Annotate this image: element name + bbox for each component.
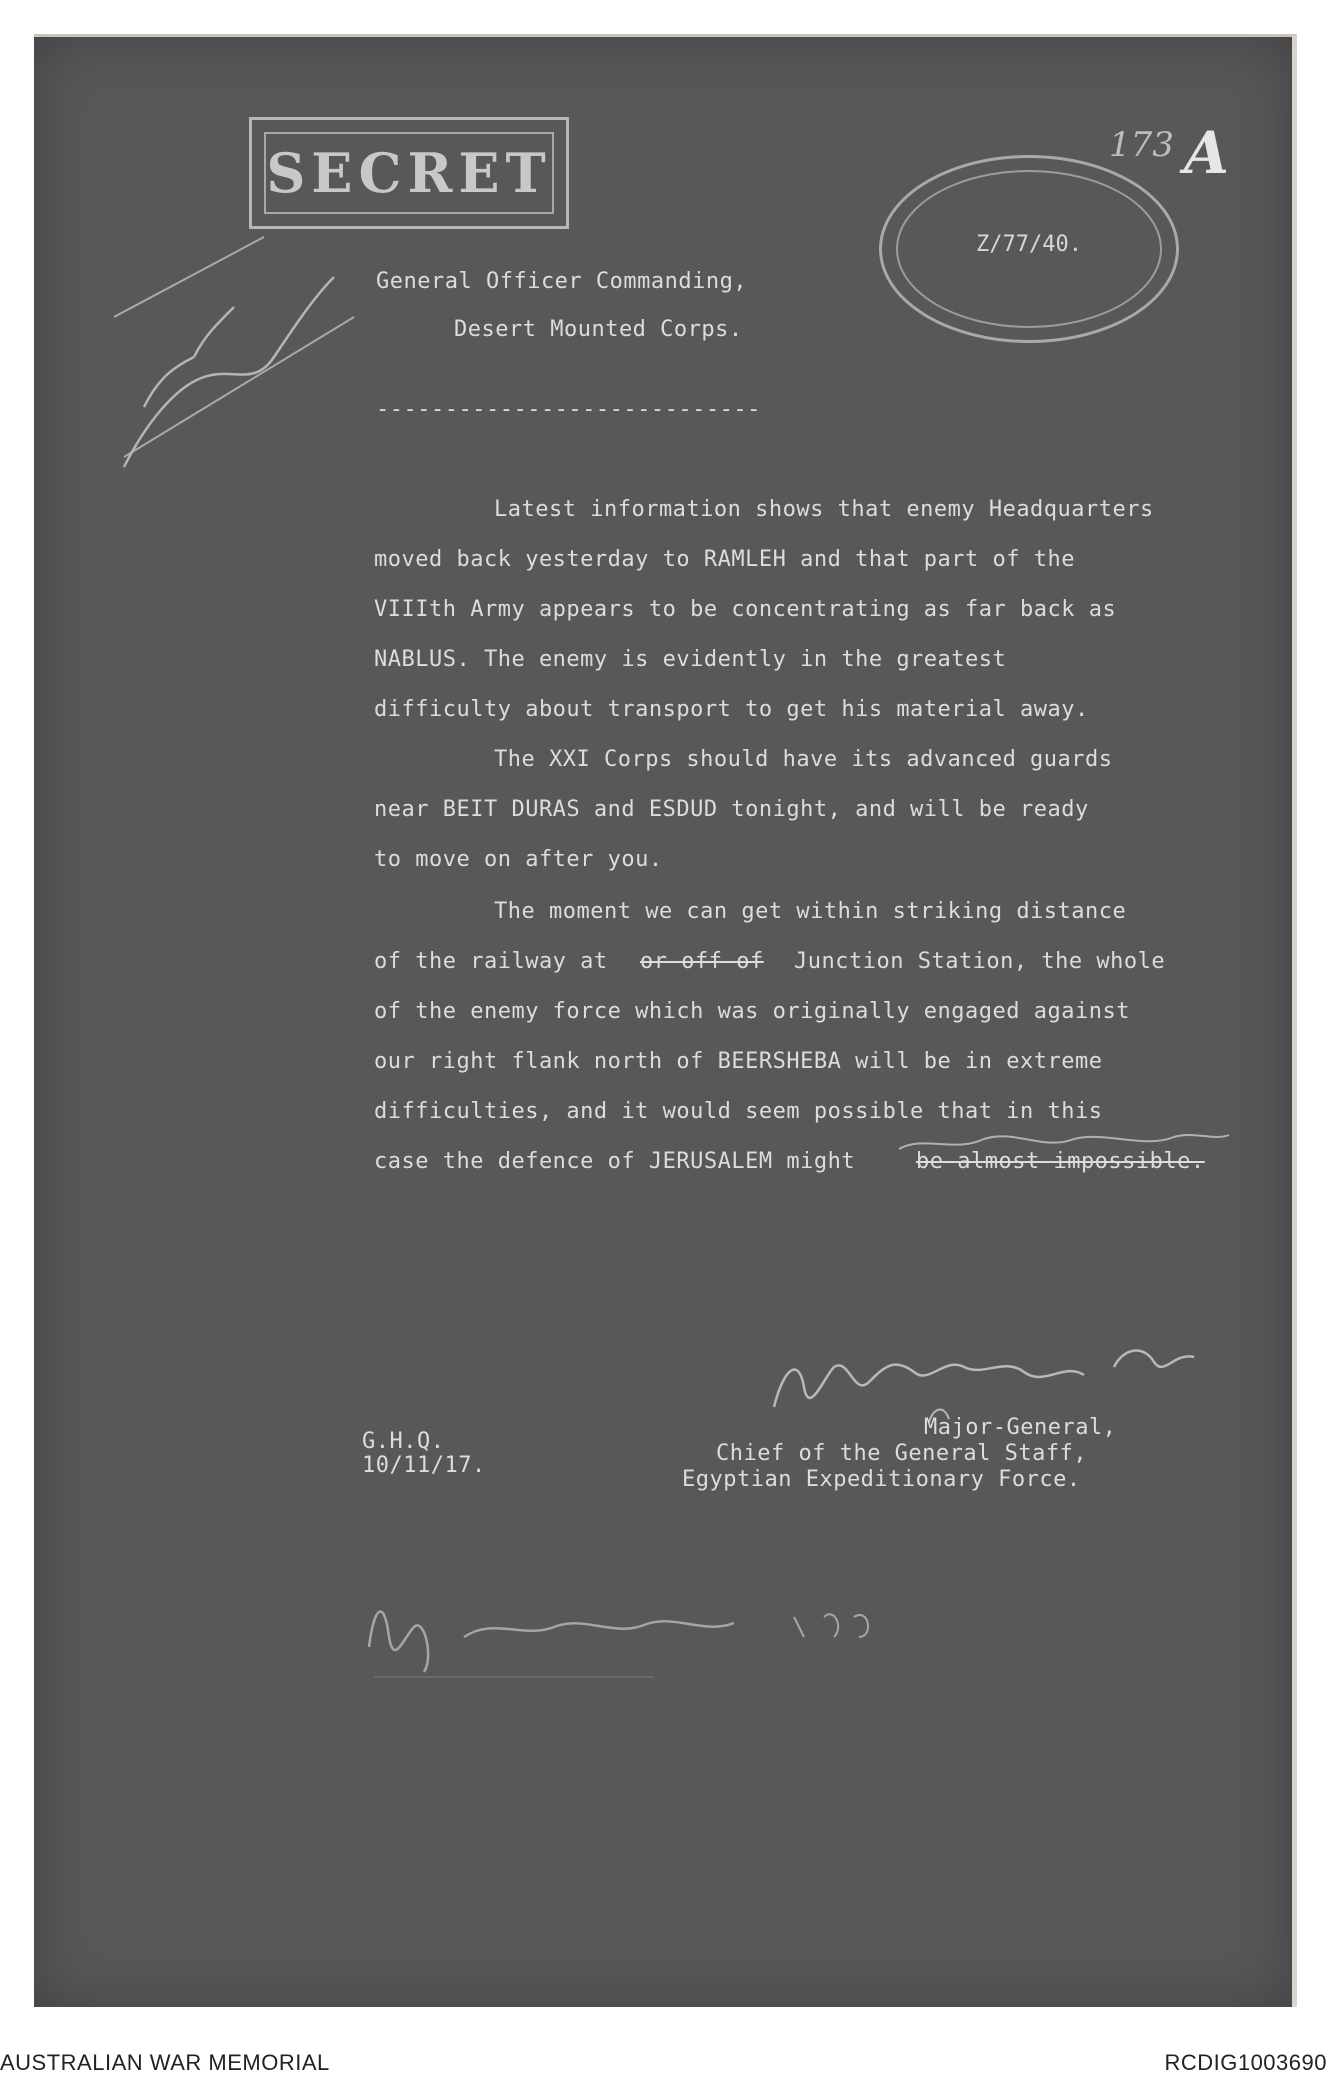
- footer-ghq: G.H.Q.: [362, 1429, 445, 1454]
- folio-letter: A: [1184, 119, 1230, 187]
- body-line-11: of the enemy force which was originally engaged against: [374, 999, 1130, 1024]
- body-line-14: case the defence of JERUSALEM might: [374, 1149, 856, 1174]
- struck-text-1: or off of: [640, 949, 764, 974]
- divider-line: ----------------------------: [376, 397, 761, 422]
- body-line-8: to move on after you.: [374, 847, 663, 872]
- handwritten-annotation-left: [84, 207, 384, 487]
- address-line-2: Desert Mounted Corps.: [454, 317, 743, 342]
- body-line-4: NABLUS. The enemy is evidently in the greatest: [374, 647, 1007, 672]
- general-staff-oval-stamp: [879, 155, 1179, 343]
- footer-date: 10/11/17.: [362, 1453, 486, 1478]
- address-line-1: General Officer Commanding,: [376, 269, 748, 294]
- handwritten-insertion: [894, 1127, 1234, 1157]
- body-line-10b: Junction Station, the whole: [794, 949, 1166, 974]
- body-line-5: difficulty about transport to get his material away.: [374, 697, 1089, 722]
- file-number: Z/77/40.: [976, 232, 1082, 257]
- body-line-1: Latest information shows that enemy Headquarters: [494, 497, 1154, 522]
- body-line-12: our right flank north of BEERSHEBA will be in extreme: [374, 1049, 1103, 1074]
- folio-number: 173: [1109, 125, 1174, 165]
- body-line-2: moved back yesterday to RAMLEH and that part of the: [374, 547, 1076, 572]
- body-line-9: The moment we can get within striking distance: [494, 899, 1127, 924]
- struck-text-2: be almost impossible.: [916, 1149, 1205, 1174]
- body-line-6: The XXI Corps should have its advanced guards: [494, 747, 1113, 772]
- caption-right: RCDIG1003690: [1164, 2050, 1327, 2075]
- signatory-title: Major-General,: [924, 1415, 1117, 1440]
- signatory-line-3: Egyptian Expeditionary Force.: [682, 1467, 1081, 1492]
- body-line-3: VIIIth Army appears to be concentrating as far back as: [374, 597, 1117, 622]
- handwritten-note-bottom: [354, 1577, 974, 1687]
- secret-stamp-text: SECRET: [264, 132, 554, 214]
- body-line-13: difficulties, and it would seem possible that in this: [374, 1099, 1103, 1124]
- document-sheet: [34, 34, 1297, 2007]
- caption-left: AUSTRALIAN WAR MEMORIAL: [0, 2050, 330, 2075]
- signatory-line-2: Chief of the General Staff,: [716, 1441, 1088, 1466]
- body-line-7: near BEIT DURAS and ESDUD tonight, and will be ready: [374, 797, 1089, 822]
- body-line-10a: of the railway at: [374, 949, 608, 974]
